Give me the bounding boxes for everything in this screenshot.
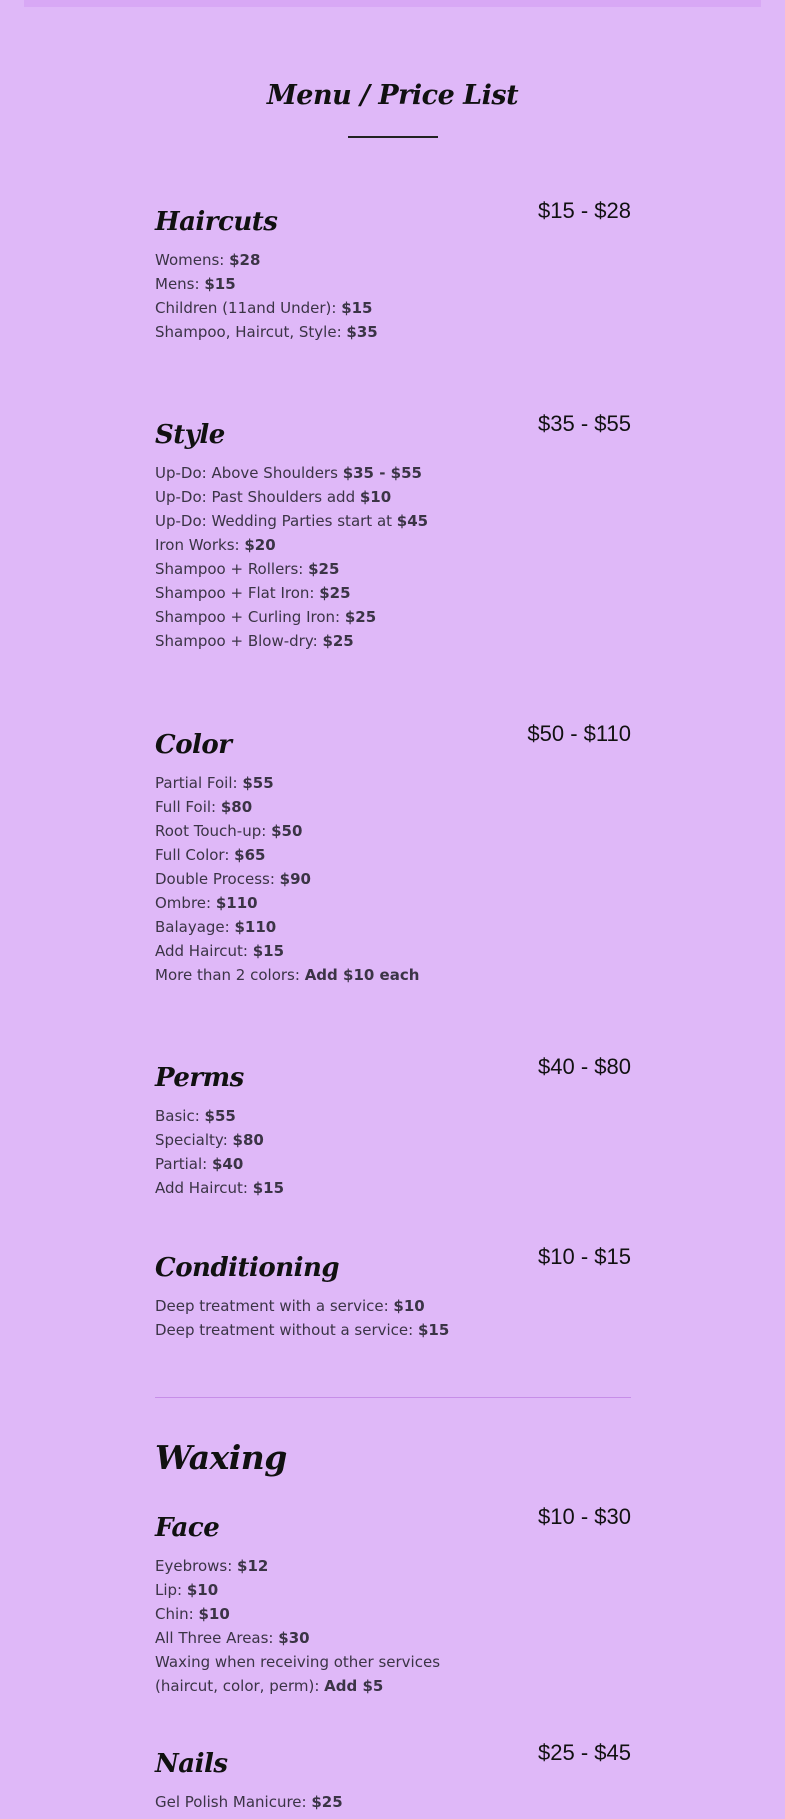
price-item	[155, 461, 505, 485]
price-item	[155, 771, 505, 795]
item-label: Up-Do: Wedding Parties start at	[155, 512, 397, 530]
item-label: Basic:	[155, 1107, 205, 1125]
price-list	[155, 248, 631, 344]
item-label: Shampoo + Flat Iron:	[155, 584, 320, 602]
item-label: Shampoo, Haircut, Style:	[155, 323, 347, 341]
price-item	[155, 843, 505, 867]
item-label: Lip:	[155, 1581, 187, 1599]
item-price: $10	[186, 1581, 219, 1599]
section-header	[155, 411, 631, 461]
item-label: Up-Do: Above Shoulders	[155, 464, 343, 482]
section-header	[155, 1244, 631, 1294]
section-perms	[155, 1054, 631, 1200]
item-price: $20	[244, 536, 276, 554]
item-price: $80	[220, 798, 253, 816]
section-face	[155, 1504, 631, 1698]
item-label: Partial Foil:	[155, 774, 243, 792]
section-header	[155, 1054, 631, 1104]
item-price: Add $10 each	[304, 966, 420, 984]
price-list	[155, 1294, 631, 1342]
item-label: Eyebrows:	[155, 1557, 238, 1575]
section-conditioning	[155, 1244, 631, 1342]
section-title: Haircuts	[155, 207, 278, 237]
section-price-range: $35 - $55	[538, 411, 631, 436]
item-price: $35	[346, 323, 378, 341]
item-price: $28	[229, 251, 261, 269]
section-header	[155, 1504, 631, 1554]
price-item	[155, 1104, 505, 1128]
item-price: $35 - $55	[342, 464, 422, 482]
price-item	[155, 1554, 505, 1578]
price-item	[155, 509, 505, 533]
price-item	[155, 1128, 505, 1152]
section-haircuts	[155, 198, 631, 344]
section-color	[155, 721, 631, 987]
price-item	[155, 1602, 505, 1626]
price-item	[155, 1650, 505, 1698]
price-item	[155, 1152, 505, 1176]
section-title: Nails	[155, 1749, 228, 1779]
price-item	[155, 963, 505, 987]
section-header	[155, 1740, 631, 1790]
section-header	[155, 721, 631, 771]
item-price: $50	[271, 822, 303, 840]
price-item	[155, 1318, 505, 1342]
top-banner-strip	[24, 0, 761, 7]
item-label: Balayage:	[155, 918, 235, 936]
section-header	[155, 198, 631, 248]
item-price: $25	[311, 1793, 343, 1811]
item-price: $40	[211, 1155, 244, 1173]
item-price: $15	[252, 942, 285, 960]
item-price: $55	[204, 1107, 236, 1125]
item-label: Add Haircut:	[155, 1179, 253, 1197]
section-title: Perms	[155, 1063, 244, 1093]
section-price-range: $25 - $45	[538, 1740, 631, 1765]
item-price: $15	[417, 1321, 450, 1339]
section-price-range: $15 - $28	[538, 198, 631, 223]
item-label: Gel Polish Manicure:	[155, 1793, 312, 1811]
item-label: Deep treatment with a service:	[155, 1297, 394, 1315]
section-title: Color	[155, 730, 232, 760]
price-item	[155, 557, 505, 581]
price-item	[155, 296, 505, 320]
item-price: $15	[204, 275, 236, 293]
item-price: $90	[279, 870, 311, 888]
item-label: Waxing when receiving other services (haircut, color, perm):	[155, 1653, 441, 1695]
item-price: $110	[234, 918, 277, 936]
price-item	[155, 1294, 505, 1318]
price-item	[155, 819, 505, 843]
item-price: $25	[319, 584, 351, 602]
section-price-range: $10 - $30	[538, 1504, 631, 1529]
item-label: More than 2 colors:	[155, 966, 305, 984]
item-price: Add $5	[324, 1677, 384, 1695]
price-list	[155, 1790, 631, 1814]
item-label: Double Process:	[155, 870, 280, 888]
waxing-group-title: Waxing	[155, 1438, 287, 1477]
item-price: $80	[232, 1131, 264, 1149]
section-title: Conditioning	[155, 1253, 340, 1283]
item-price: $15	[341, 299, 373, 317]
item-price: $15	[252, 1179, 285, 1197]
item-price: $65	[234, 846, 266, 864]
item-label: Mens:	[155, 275, 205, 293]
item-label: Partial:	[155, 1155, 212, 1173]
price-item	[155, 1626, 505, 1650]
item-label: Deep treatment without a service:	[155, 1321, 418, 1339]
price-list	[155, 771, 631, 987]
price-item	[155, 581, 505, 605]
item-label: Womens:	[155, 251, 230, 269]
page-title: Menu / Price List	[266, 80, 519, 111]
price-item	[155, 1578, 505, 1602]
item-label: Full Foil:	[155, 798, 221, 816]
price-item	[155, 939, 505, 963]
section-title: Face	[155, 1513, 220, 1543]
item-label: Shampoo + Curling Iron:	[155, 608, 345, 626]
price-item	[155, 915, 505, 939]
price-item	[155, 867, 505, 891]
section-style	[155, 411, 631, 653]
section-price-range: $40 - $80	[538, 1054, 631, 1079]
section-divider	[155, 1397, 631, 1398]
price-item	[155, 320, 505, 344]
price-list	[155, 1554, 631, 1698]
price-item	[155, 891, 505, 915]
item-price: $10	[198, 1605, 230, 1623]
item-label: Shampoo + Rollers:	[155, 560, 309, 578]
item-label: Children (11and Under):	[155, 299, 342, 317]
item-price: $55	[242, 774, 274, 792]
item-label: Add Haircut:	[155, 942, 253, 960]
price-list	[155, 1104, 631, 1200]
section-nails	[155, 1740, 631, 1814]
price-item	[155, 248, 505, 272]
item-price: $25	[322, 632, 354, 650]
title-underline	[348, 136, 438, 138]
item-price: $10	[359, 488, 392, 506]
section-price-range: $10 - $15	[538, 1244, 631, 1269]
item-price: $25	[344, 608, 377, 626]
price-item	[155, 795, 505, 819]
price-item	[155, 272, 505, 296]
price-item	[155, 629, 505, 653]
item-price: $110	[215, 894, 258, 912]
item-label: All Three Areas:	[155, 1629, 279, 1647]
item-label: Chin:	[155, 1605, 199, 1623]
item-price: $45	[396, 512, 429, 530]
item-label: Ombre:	[155, 894, 216, 912]
price-item	[155, 605, 505, 629]
item-price: $10	[393, 1297, 425, 1315]
price-item	[155, 485, 505, 509]
price-item	[155, 533, 505, 557]
item-label: Iron Works:	[155, 536, 245, 554]
section-price-range: $50 - $110	[527, 721, 631, 746]
price-item	[155, 1790, 505, 1814]
item-label: Shampoo + Blow-dry:	[155, 632, 323, 650]
item-label: Specialty:	[155, 1131, 233, 1149]
price-item	[155, 1176, 505, 1200]
section-title: Style	[155, 420, 225, 450]
item-price: $12	[237, 1557, 269, 1575]
item-price: $25	[308, 560, 340, 578]
item-label: Up-Do: Past Shoulders add	[155, 488, 360, 506]
price-list	[155, 461, 631, 653]
item-label: Full Color:	[155, 846, 235, 864]
item-price: $30	[278, 1629, 310, 1647]
item-label: Root Touch-up:	[155, 822, 272, 840]
